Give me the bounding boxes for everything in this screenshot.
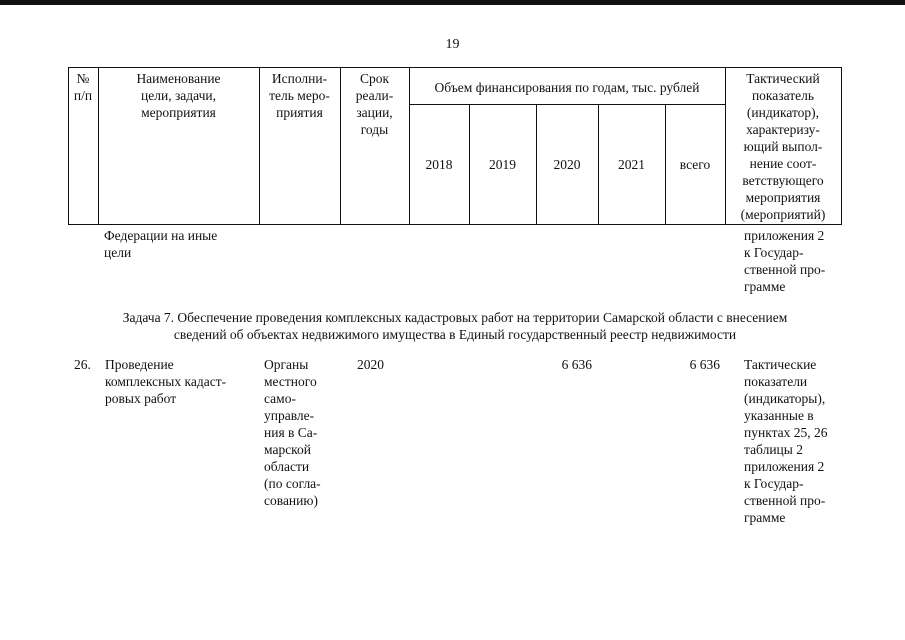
row-value-2020: 6 636 <box>561 357 592 372</box>
header-indicator: Тактический показатель (индикатор), характеризу- ющий выпол- нение соот- ветствующего мероприятия (мероприятий) <box>740 71 826 222</box>
row-indicator: Тактические показатели (индикаторы), указанные в пунктах 25, 26 таблицы 2 приложения 2 к Государ- ственной про- грамме <box>744 357 828 525</box>
header-name: Наименование цели, задачи, мероприятия <box>136 71 221 120</box>
header-year-2019: 2019 <box>489 157 516 172</box>
continuation-indicator: приложения 2 к Государ- ственной про- грамме <box>744 228 826 294</box>
continuation-name: Федерации на иные цели <box>104 228 218 260</box>
task-line-1: Задача 7. Обеспечение проведения комплексных кадастровых работ на территории Самарской области с внесением <box>122 310 788 325</box>
row-total: 6 636 <box>689 357 720 372</box>
top-border <box>0 0 905 5</box>
header-financing: Объем финансирования по годам, тыс. рублей <box>434 80 700 95</box>
row-term: 2020 <box>357 357 384 372</box>
header-term: Срок реали- зации, годы <box>355 71 394 137</box>
header-total: всего <box>679 157 711 172</box>
page-number: 19 <box>445 37 460 52</box>
header-year-2020: 2020 <box>553 157 581 172</box>
header-num: № п/п <box>73 71 93 103</box>
header-year-2018: 2018 <box>425 157 453 172</box>
row-executor: Органы местного само- управле- ния в Са- марской области (по согла- сованию) <box>264 357 321 508</box>
row-number: 26. <box>74 357 91 372</box>
task-heading <box>60 309 850 343</box>
header-year-2021: 2021 <box>618 157 645 172</box>
row-name: Проведение комплексных кадаст- ровых работ <box>105 357 227 406</box>
task-line-2: сведений об объектах недвижимого имущества в Единый государственный реестр недвижимости <box>173 327 737 342</box>
header-executor: Исполни- тель меро- приятия <box>269 71 330 120</box>
